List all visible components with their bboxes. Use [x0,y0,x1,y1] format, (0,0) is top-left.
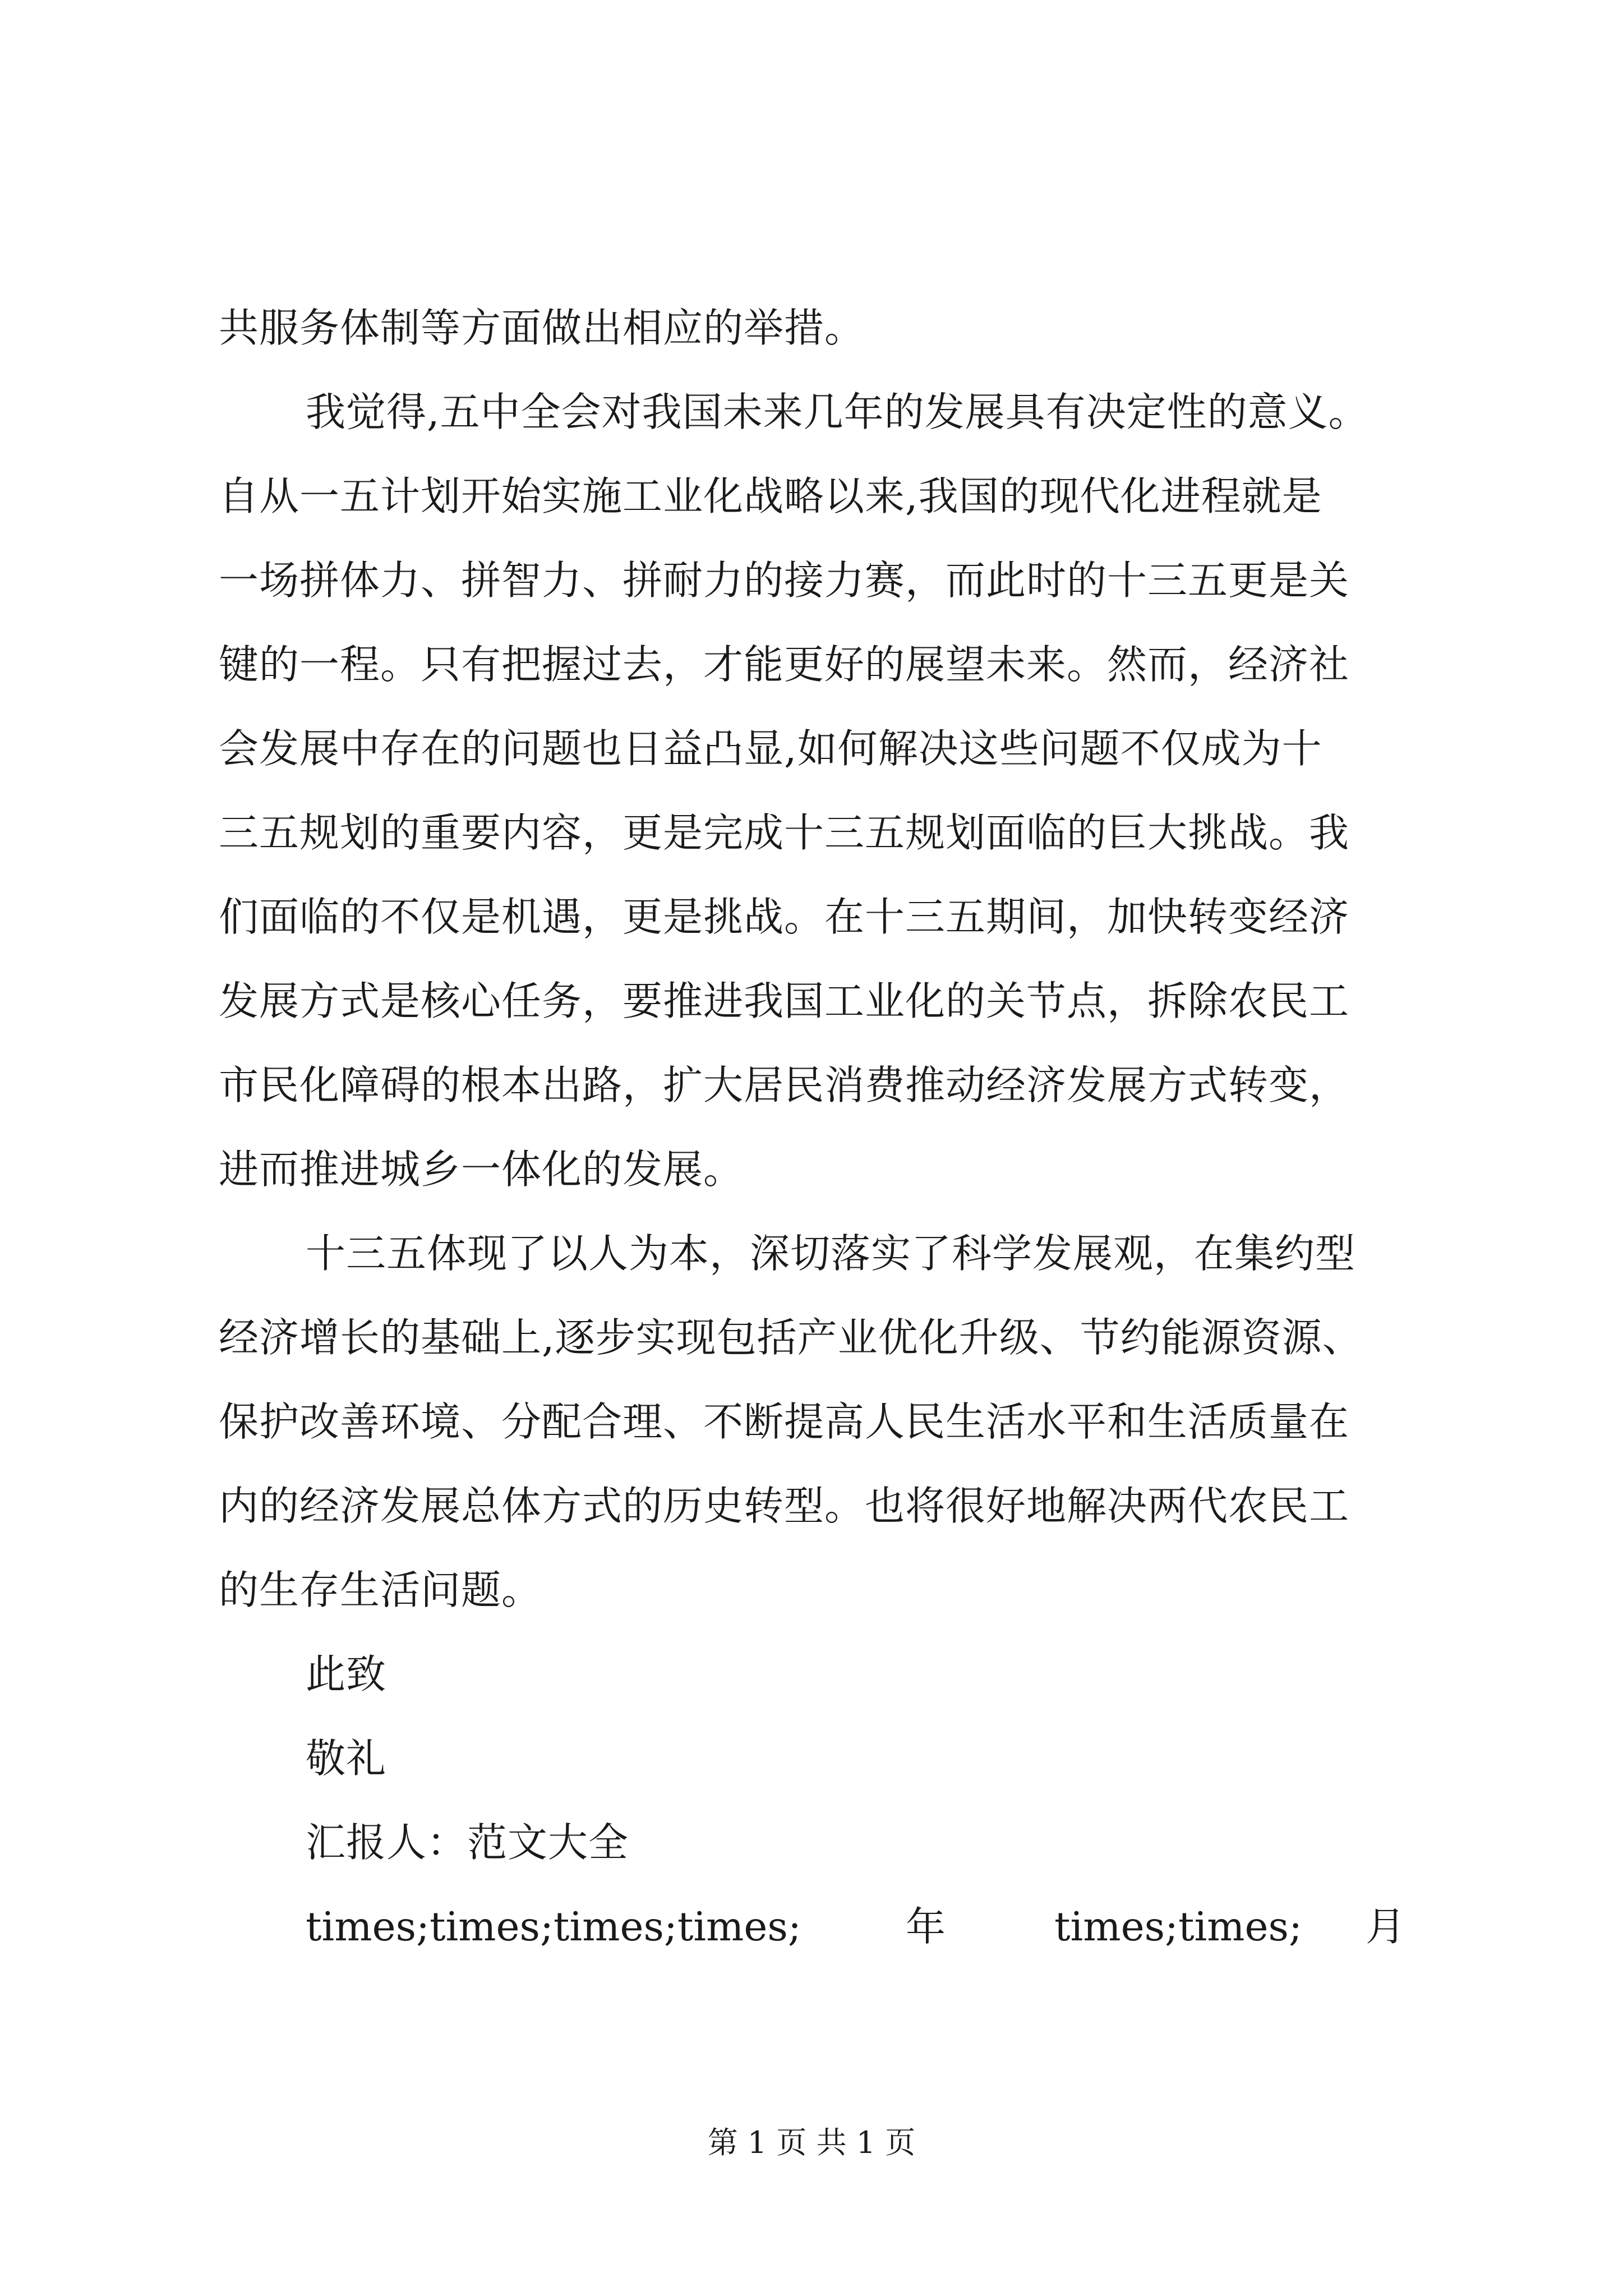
paragraph-line: 进而推进城乡一体化的发展。 [219,1146,744,1193]
paragraph-line: 市民化障碍的根本出路，扩大居民消费推动经济发展方式转变， [219,1062,1350,1108]
paragraph-line: 会发展中存在的问题也日益凸显,如何解决这些问题不仅成为十 [219,725,1322,772]
paragraph-line: 共服务体制等方面做出相应的举措。 [219,305,865,351]
paragraph-line: 保护改善环境、分配合理、不断提高人民生活水平和生活质量在 [219,1398,1350,1445]
salutation-jingli: 敬礼 [306,1735,387,1782]
date-placeholder-month: times;times; [1054,1903,1302,1950]
paragraph-line: 三五规划的重要内容，更是完成十三五规划面临的巨大挑战。我 [219,809,1350,856]
date-placeholder-year: times;times;times;times; [306,1903,801,1950]
paragraph-line: 们面临的不仅是机遇，更是挑战。在十三五期间，加快转变经济 [219,894,1350,940]
paragraph-line: 键的一程。只有把握过去，才能更好的展望未来。然而，经济社 [219,641,1350,688]
page-footer: 第 1 页 共 1 页 [707,2125,916,2160]
paragraph-line: 发展方式是核心任务，要推进我国工业化的关节点，拆除农民工 [219,978,1350,1024]
paragraph-line: 一场拼体力、拼智力、拼耐力的接力赛，而此时的十三五更是关 [219,557,1350,604]
paragraph-line: 经济增长的基础上,逐步实现包括产业优化升级、节约能源资源、 [219,1314,1363,1361]
paragraph-line: 自从一五计划开始实施工业化战略以来,我国的现代化进程就是 [219,473,1322,519]
date-year-label: 年 [906,1903,946,1950]
reporter-line: 汇报人：范文大全 [306,1819,629,1866]
date-month-label: 月 [1366,1903,1406,1950]
paragraph-line: 我觉得,五中全会对我国未来几年的发展具有决定性的意义。 [306,389,1369,435]
paragraph-line: 内的经济发展总体方式的历史转型。也将很好地解决两代农民工 [219,1483,1350,1529]
paragraph-line: 十三五体现了以人为本，深切落实了科学发展观，在集约型 [306,1230,1356,1277]
paragraph-line: 的生存生活问题。 [219,1567,542,1613]
salutation-cizhi: 此致 [306,1651,387,1697]
